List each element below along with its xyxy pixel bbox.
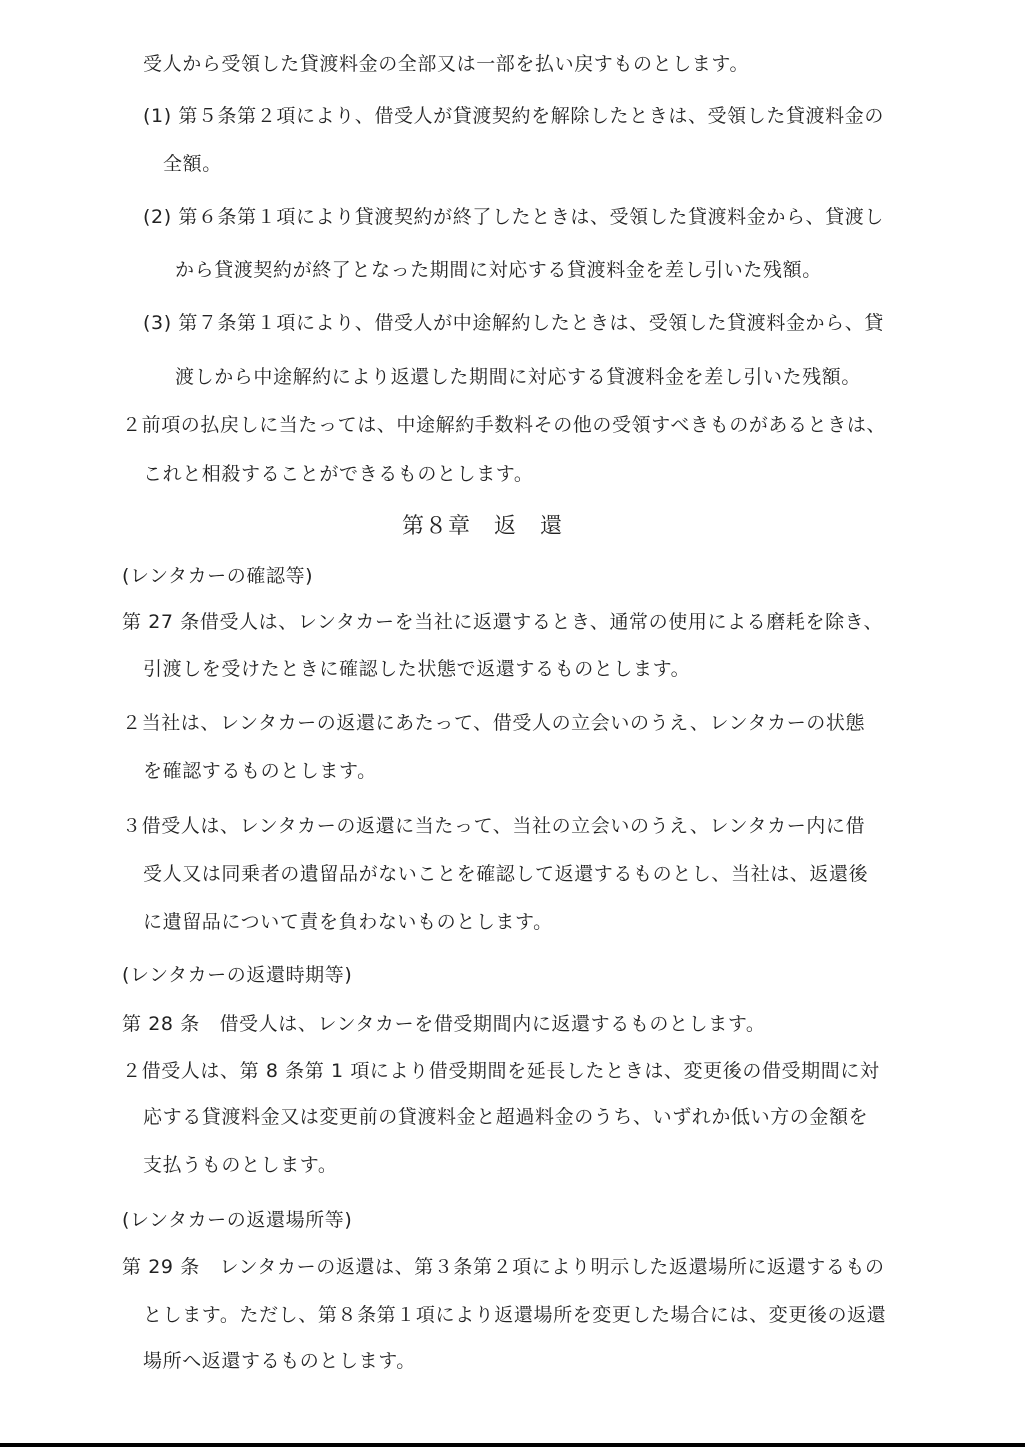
list-item-2: (2) 第６条第１項により貸渡契約が終了したときは、受領した貸渡料金から、貸渡し — [143, 206, 884, 228]
text-line: 渡しから中途解約により返還した期間に対応する貸渡料金を差し引いた残額。 — [175, 366, 862, 388]
article-start: 第 27 条借受人は、レンタカーを当社に返還するとき、通常の使用による磨耗を除き、 — [122, 611, 884, 633]
paragraph-start: ２当社は、レンタカーの返還にあたって、借受人の立会いのうえ、レンタカーの状態 — [122, 712, 866, 734]
list-item-3: (3) 第７条第１項により、借受人が中途解約したときは、受領した貸渡料金から、貸 — [143, 312, 884, 334]
text-line: とします。ただし、第８条第１項により返還場所を変更した場合には、変更後の返還 — [143, 1304, 887, 1326]
article-start: 第 29 条 レンタカーの返還は、第３条第２項により明示した返還場所に返還するもの — [122, 1256, 885, 1278]
article-caption: (レンタカーの確認等) — [122, 565, 314, 587]
text-line: 場所へ返還するものとします。 — [143, 1350, 416, 1372]
article-start: 第 28 条 借受人は、レンタカーを借受期間内に返還するものとします。 — [122, 1013, 766, 1035]
text-line: これと相殺することができるものとします。 — [143, 463, 534, 485]
text-line: から貸渡契約が終了となった期間に対応する貸渡料金を差し引いた残額。 — [175, 259, 822, 281]
chapter-heading: 第８章 返 還 — [402, 514, 564, 539]
article-caption: (レンタカーの返還時期等) — [122, 964, 353, 986]
text-line: 支払うものとします。 — [143, 1154, 338, 1176]
page-bottom-border — [0, 1443, 1025, 1447]
paragraph-start: ３借受人は、レンタカーの返還に当たって、当社の立会いのうえ、レンタカー内に借 — [122, 815, 866, 837]
paragraph-start: ２前項の払戻しに当たっては、中途解約手数料その他の受領すべきものがあるときは、 — [122, 414, 887, 436]
text-line: 受人又は同乗者の遺留品がないことを確認して返還するものとし、当社は、返還後 — [143, 863, 869, 885]
article-caption: (レンタカーの返還場所等) — [122, 1209, 353, 1231]
text-line: 全額。 — [163, 153, 222, 175]
list-item-1: (1) 第５条第２項により、借受人が貸渡契約を解除したときは、受領した貸渡料金の — [143, 105, 884, 127]
text-line: を確認するものとします。 — [143, 760, 377, 782]
text-line: に遺留品について責を負わないものとします。 — [143, 911, 553, 933]
text-line: 応する貸渡料金又は変更前の貸渡料金と超過料金のうち、いずれか低い方の金額を — [143, 1106, 869, 1128]
text-line: 引渡しを受けたときに確認した状態で返還するものとします。 — [143, 658, 691, 680]
text-line: 受人から受領した貸渡料金の全部又は一部を払い戻すものとします。 — [143, 53, 750, 75]
paragraph-start: ２借受人は、第 8 条第 1 項により借受期間を延長したときは、変更後の借受期間に対 — [122, 1060, 880, 1082]
